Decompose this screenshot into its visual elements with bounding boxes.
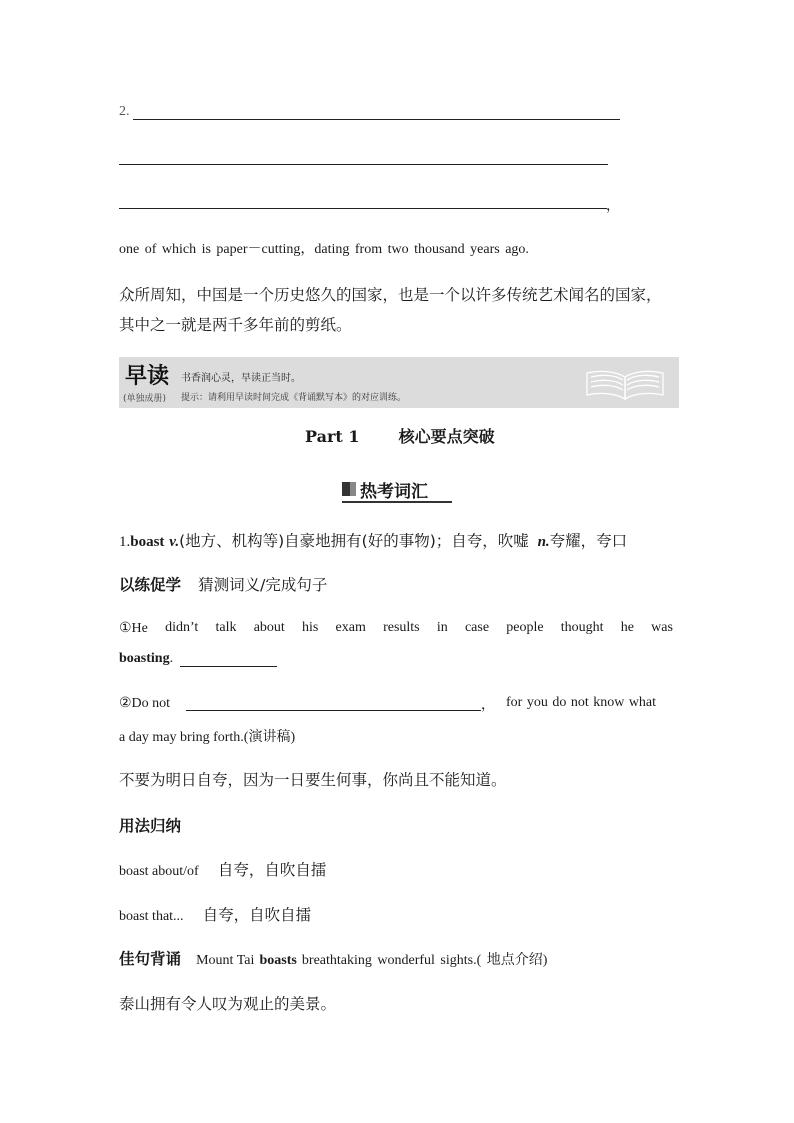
part-label: Part 1 — [305, 427, 360, 446]
example-1-word: thought — [560, 620, 604, 635]
example-1-bold-word: boasting — [119, 651, 170, 666]
part-heading — [305, 424, 495, 447]
trailing-comma: ， — [606, 199, 620, 214]
answer-blank-line-3[interactable] — [119, 208, 607, 209]
banner-motto: 书香润心灵，早读正当时。 — [181, 373, 301, 384]
practice-line — [119, 573, 327, 595]
example-2-blank[interactable] — [186, 710, 481, 711]
example-1-line-1 — [119, 620, 673, 637]
usage-item-1: boast about/of 自夸，自吹自擂 — [119, 861, 327, 879]
example-1-word: his — [302, 620, 319, 635]
section-tag — [342, 477, 452, 501]
practice-heading: 以练促学 — [119, 576, 182, 594]
usage-item-2: boast that... 自夸，自吹自擂 — [119, 906, 312, 924]
exercise-number: 2. — [119, 104, 130, 119]
exercise-translation-line-1: 众所周知，中国是一个历史悠久的国家，也是一个以许多传统艺术闻名的国家， — [119, 286, 662, 304]
example-1-word: in — [436, 620, 448, 635]
example-2-rest: for you do not know what — [506, 695, 657, 710]
vocab-verb-definition: (地方、机构等)自豪地拥有(好的事物)；自夸，吹嘘 — [179, 532, 529, 550]
morning-reading-banner — [119, 357, 679, 408]
usage-heading: 用法归纳 — [119, 817, 182, 835]
example-2-line-2: a day may bring forth.(演讲稿) — [119, 730, 296, 745]
banner-title: 早读 — [125, 363, 170, 389]
practice-instruction: 猜测词义/完成句子 — [198, 576, 328, 594]
vocab-noun-definition: 夸耀，夸口 — [549, 532, 628, 550]
example-2-start: ②Do not — [119, 696, 171, 711]
example-1-word: he — [620, 620, 634, 635]
example-1-word: was — [651, 620, 673, 635]
banner-hint: 提示：请利用早读时间完成《背诵默写本》的对应训练。 — [181, 393, 407, 403]
sentence-translation: 泰山拥有令人叹为观止的美景。 — [119, 995, 337, 1013]
example-1-blank[interactable] — [180, 666, 277, 667]
sentence-heading: 佳句背诵 — [119, 950, 182, 968]
answer-blank-line-2[interactable] — [119, 164, 608, 165]
example-1-word: ①He — [119, 621, 148, 636]
exercise-english-tail: one of which is paper－cutting，dating from two thousand years ago. — [119, 242, 529, 257]
example-1-word: results — [383, 620, 420, 635]
banner-subtitle: (单独成册) — [123, 394, 167, 404]
vocab-word: boast — [130, 534, 165, 550]
example-1-word: case — [464, 620, 490, 635]
vocab-entry-heading: 1.boast v.(地方、机构等)自豪地拥有(好的事物)；自夸，吹嘘 n.夸耀，夸口 — [119, 532, 628, 550]
example-2-translation: 不要为明日自夸，因为一日要生何事，你尚且不能知道。 — [119, 771, 507, 789]
example-1-word: about — [253, 620, 285, 635]
memorize-sentence: 佳句背诵 Mount Tai boasts breathtaking wonderful sights.( 地点介绍) — [119, 950, 548, 968]
example-1-line-2: boasting. — [119, 651, 174, 666]
open-book-icon — [585, 365, 665, 403]
example-1-word: people — [506, 620, 544, 635]
example-1-word: didn’t — [165, 620, 199, 635]
part-title: 核心要点突破 — [398, 427, 495, 446]
exercise-translation-line-2: 其中之一就是两千多年前的剪纸。 — [119, 316, 352, 334]
answer-blank-line-1[interactable] — [133, 119, 620, 120]
section-title: 热考词汇 — [360, 482, 428, 502]
example-1-word: exam — [335, 620, 366, 635]
example-1-word: talk — [215, 620, 237, 635]
